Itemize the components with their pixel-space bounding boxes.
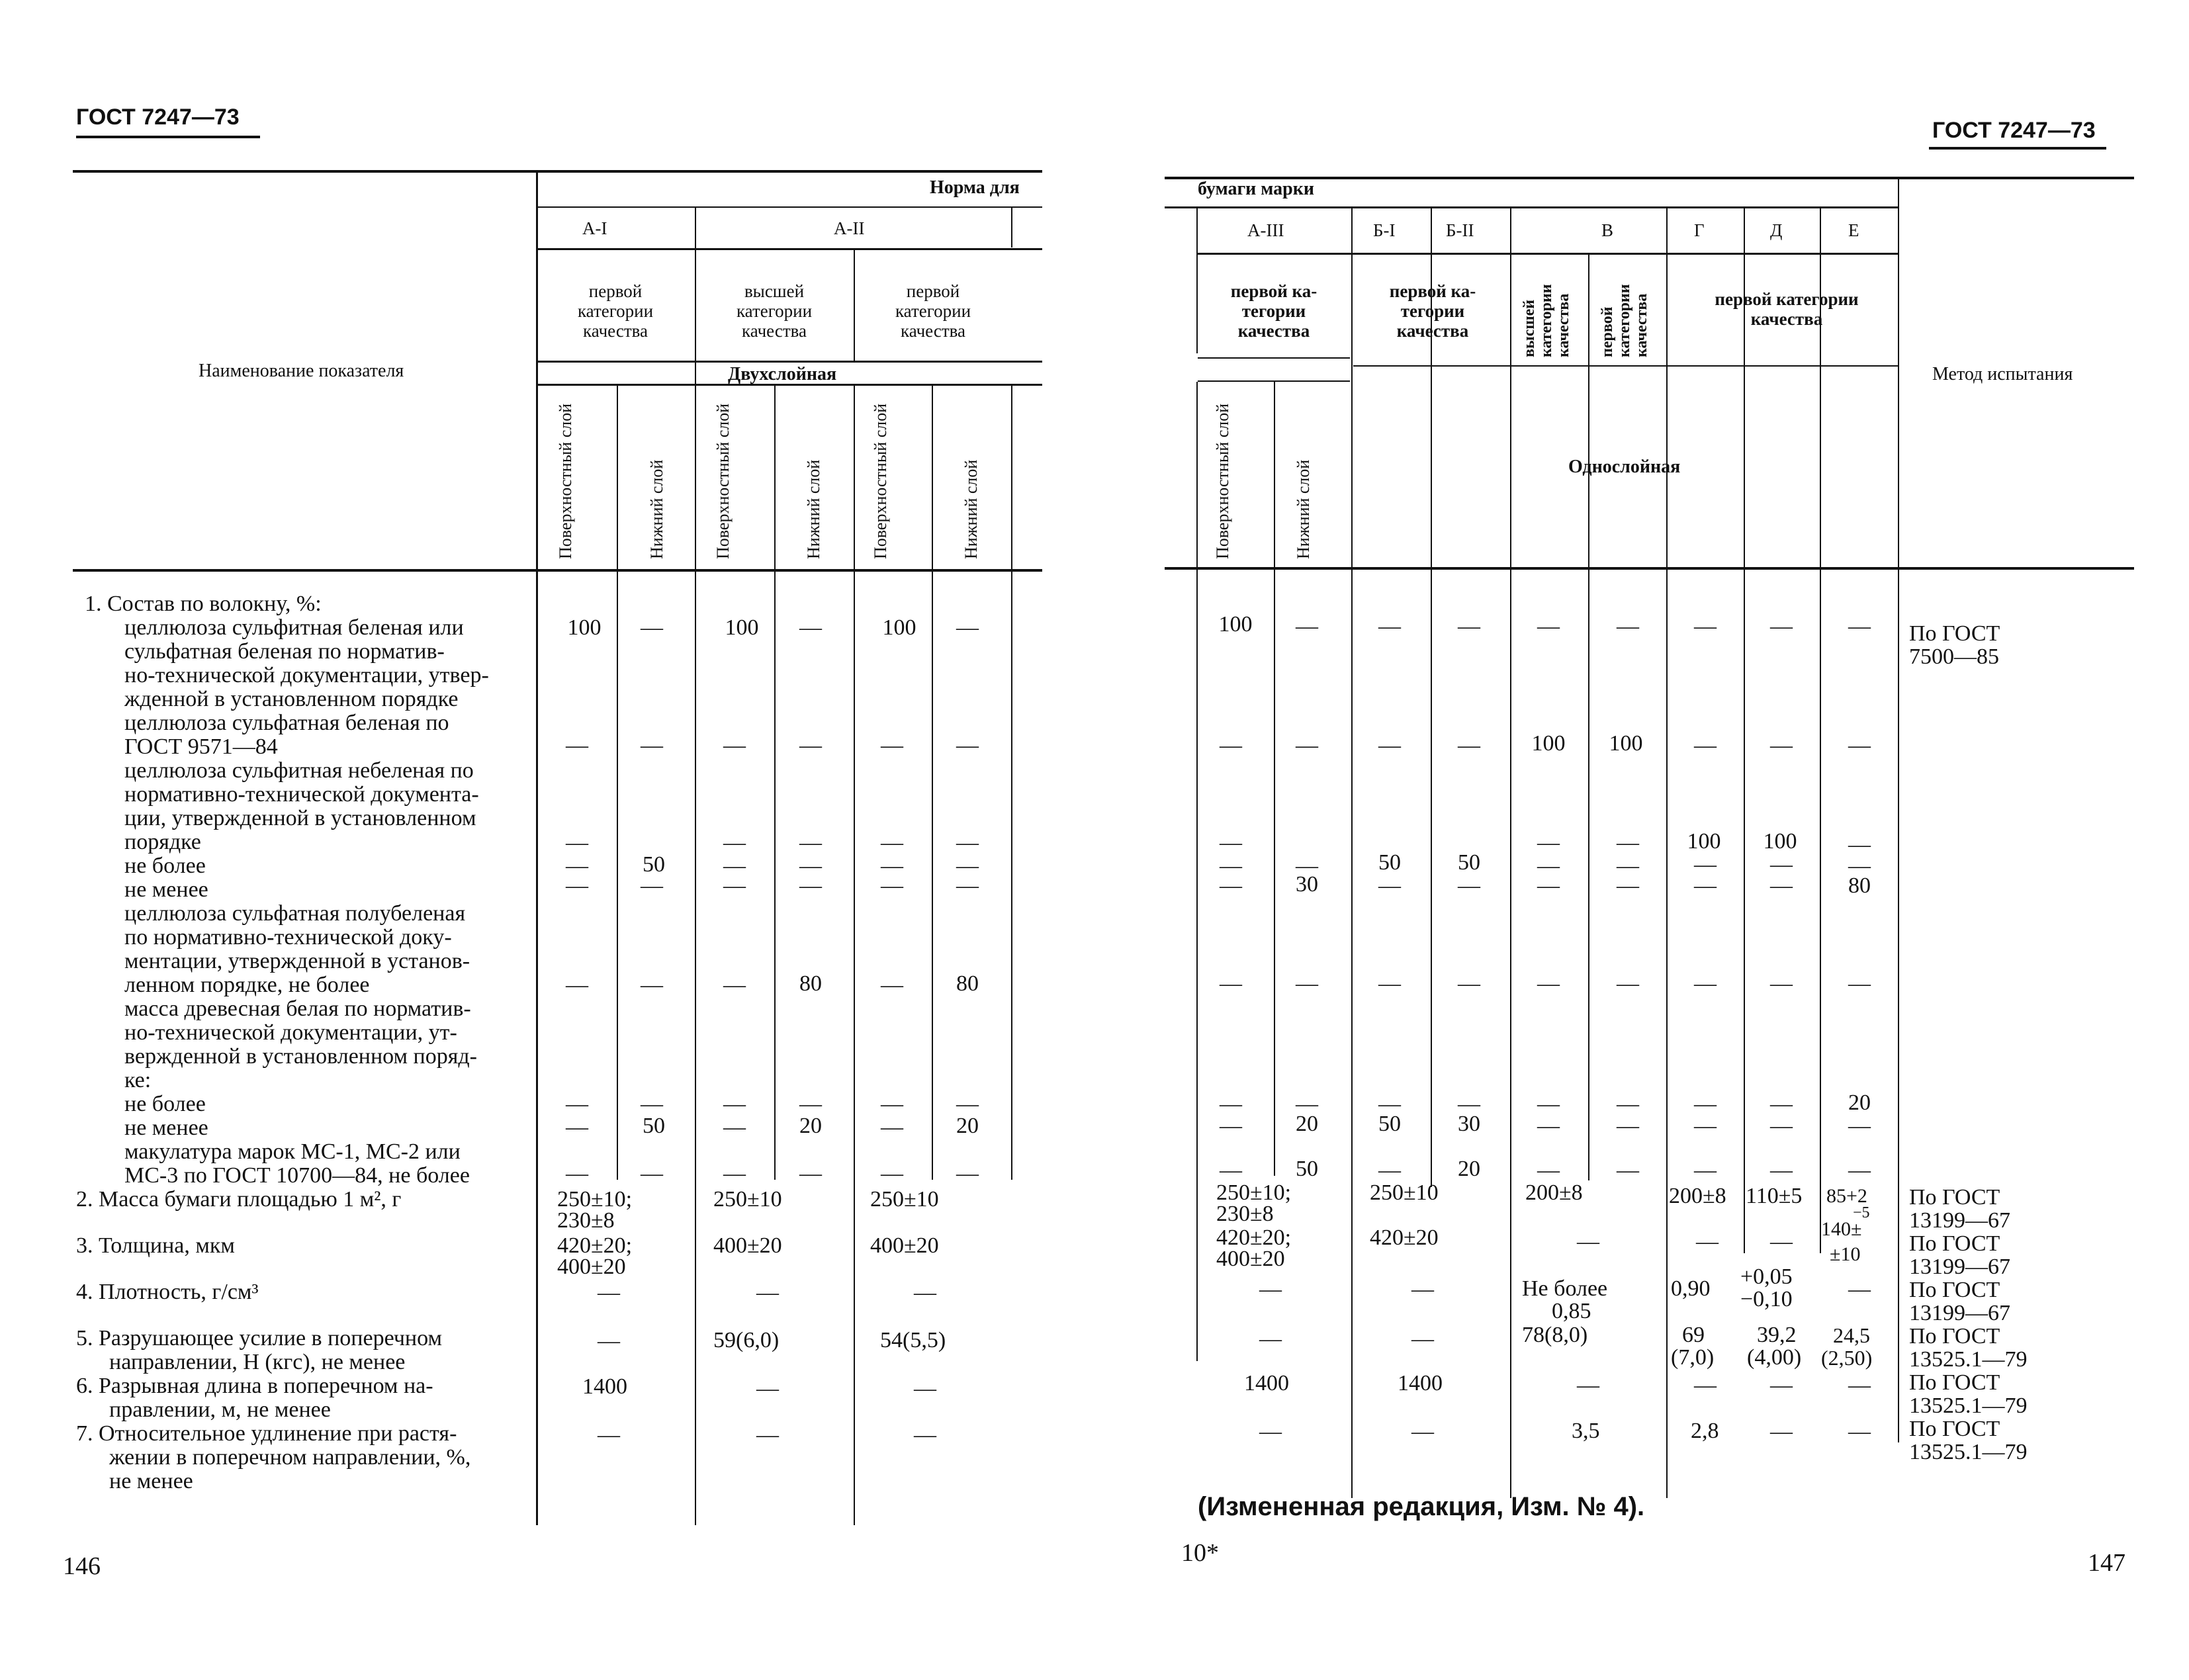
cell: 250±10	[713, 1187, 782, 1212]
cell: —	[641, 733, 663, 758]
cell: 50	[1378, 1112, 1401, 1136]
cell: —	[956, 854, 979, 878]
cell: —	[1770, 733, 1793, 758]
header-left-rule	[76, 136, 260, 138]
cell: —	[1770, 614, 1793, 639]
cell: —	[566, 1092, 588, 1116]
cell: 20	[1296, 1112, 1318, 1136]
cell: 1400	[1398, 1371, 1443, 1395]
cell: —	[799, 733, 822, 758]
cell: —	[566, 830, 588, 855]
cell: —	[1848, 614, 1871, 639]
mark-a1: А-I	[582, 218, 607, 238]
cell: 100	[882, 615, 916, 640]
cell: —	[598, 1280, 620, 1305]
row-text-8: нормативно-технической документа-	[124, 782, 479, 807]
cell: 3,5	[1572, 1419, 1600, 1443]
cell: 59(6,0)	[713, 1328, 780, 1352]
cell: —	[1694, 852, 1717, 877]
cell: 30	[1458, 1112, 1480, 1136]
cell: —	[1537, 1158, 1560, 1182]
cell: 420±20	[1370, 1225, 1439, 1250]
cell: —	[1617, 1114, 1639, 1138]
v-high-cat: высшей категории качества	[1521, 284, 1572, 357]
cell: 78(8,0)	[1522, 1323, 1588, 1347]
cell: 20	[1458, 1157, 1480, 1181]
cell: —	[1537, 614, 1560, 639]
method-line: 13199—67	[1909, 1301, 2010, 1325]
cell: —	[956, 873, 979, 898]
a2f-bottom: Нижний слой	[961, 459, 981, 559]
cell: —	[1848, 1158, 1871, 1182]
cell: 54(5,5)	[880, 1328, 946, 1352]
row-text-1: целлюлоза сульфитная беленая или	[124, 615, 464, 640]
cell: 420±20;	[557, 1233, 633, 1258]
cell: —	[1617, 614, 1639, 639]
cell: —	[914, 1280, 936, 1305]
cell: 80	[1848, 873, 1871, 898]
cell: —	[1411, 1327, 1434, 1351]
cell: 100	[725, 615, 759, 640]
cell: —	[1296, 854, 1318, 878]
cell: —	[1848, 832, 1871, 857]
cell: —	[1537, 830, 1560, 855]
cell: —	[1259, 1327, 1282, 1351]
a2h-surface: Поверхностный слой	[713, 403, 733, 559]
cell: 1400	[1244, 1371, 1289, 1395]
cell: —	[1220, 971, 1242, 996]
cell: —	[1577, 1229, 1599, 1254]
cell: 50	[643, 1114, 665, 1138]
cell: 50	[643, 852, 665, 877]
cell: —	[1770, 1419, 1793, 1444]
cell: —	[1458, 1092, 1480, 1116]
cell: —	[641, 973, 663, 997]
cell: 20	[956, 1114, 979, 1138]
cell: —	[1259, 1419, 1282, 1444]
cell: —	[1694, 1114, 1717, 1138]
cell: —	[1537, 854, 1560, 878]
cell: —	[881, 1115, 903, 1139]
cell: —	[723, 973, 746, 997]
cell: —	[881, 854, 903, 878]
row-text-9: ции, утвержденной в установленном	[124, 806, 476, 830]
mark-a2: А-II	[834, 218, 865, 238]
cell: —	[1848, 733, 1871, 758]
cell: —	[756, 1423, 779, 1447]
cat-a2-first: первой категории качества	[895, 281, 971, 341]
cell: 0,90	[1671, 1276, 1711, 1301]
cell: —	[1848, 1419, 1871, 1444]
row-text-2: сульфатная беленая по норматив-	[124, 639, 445, 664]
cell: 69	[1682, 1323, 1705, 1347]
cell: —	[1617, 854, 1639, 878]
row-text-0: 1. Состав по волокну, %:	[85, 592, 322, 616]
cell: —	[1694, 1092, 1717, 1116]
cell: —	[566, 1115, 588, 1139]
cell: —	[1458, 733, 1480, 758]
cell: —	[1411, 1419, 1434, 1444]
mark-b1: Б-I	[1373, 220, 1396, 240]
cell: —	[1694, 971, 1717, 996]
cell: —	[799, 873, 822, 898]
cell: −5	[1853, 1204, 1870, 1221]
cell: 200±8	[1525, 1180, 1583, 1205]
page-number-left: 146	[63, 1552, 101, 1580]
cell: 50	[1296, 1157, 1318, 1181]
method-line: По ГОСТ	[1909, 1231, 2000, 1256]
a2h-bottom: Нижний слой	[804, 459, 823, 559]
cell: —	[914, 1423, 936, 1447]
row-text-26: 3. Толщина, мкм	[76, 1233, 235, 1258]
mark-a3: А-III	[1247, 220, 1284, 240]
page-number-mid: 10*	[1181, 1539, 1219, 1567]
cell: 400±20	[1216, 1247, 1285, 1271]
cell: —	[1220, 733, 1242, 758]
cell: —	[756, 1376, 779, 1401]
cell: 140±	[1821, 1218, 1862, 1240]
cell: —	[1458, 873, 1480, 898]
cell: 100	[567, 615, 602, 640]
row-text-19: вержденной в установленном поряд-	[124, 1044, 477, 1069]
mark-v: В	[1601, 220, 1614, 240]
cell: (7,0)	[1671, 1345, 1715, 1370]
cell: 0,85	[1552, 1299, 1591, 1323]
norma-label: Норма для	[930, 177, 1020, 198]
row-text-30: 6. Разрывная длина в поперечном на-	[76, 1374, 433, 1398]
cat-b: первой ка- тегории качества	[1389, 281, 1476, 341]
cell: 230±8	[1216, 1202, 1274, 1226]
cell: 100	[1218, 612, 1253, 637]
cell: —	[1220, 830, 1242, 855]
a2f-surface: Поверхностный слой	[871, 403, 890, 559]
cell: —	[566, 854, 588, 878]
cell: —	[1694, 873, 1717, 898]
cell: 20	[799, 1114, 822, 1138]
row-text-13: целлюлоза сульфатная полубеленая	[124, 901, 466, 926]
method-line: 13525.1—79	[1909, 1347, 2028, 1372]
cell: —	[881, 1092, 903, 1116]
a3-surface: Поверхностный слой	[1213, 403, 1232, 559]
cell: 250±10;	[557, 1187, 633, 1212]
cell: 400±20	[870, 1233, 939, 1258]
cell: 100	[1609, 731, 1643, 756]
row-text-10: порядке	[124, 830, 201, 854]
cell: —	[881, 733, 903, 758]
cell: —	[881, 973, 903, 997]
cell: —	[799, 1161, 822, 1186]
cell: 100	[1763, 829, 1797, 854]
v-first-cat: первой категории качества	[1599, 284, 1650, 357]
cell: —	[799, 615, 822, 640]
row-text-6: ГОСТ 9571—84	[124, 734, 278, 759]
method-line: По ГОСТ	[1909, 1185, 2000, 1210]
cat-gde: первой категории качества	[1715, 289, 1859, 329]
cell: —	[1537, 971, 1560, 996]
row-text-12: не менее	[124, 877, 208, 902]
cell: —	[1770, 1092, 1793, 1116]
header-right: ГОСТ 7247—73	[1932, 118, 2096, 143]
cell: —	[881, 1161, 903, 1186]
cell: 400±20	[557, 1255, 626, 1279]
cell: —	[641, 873, 663, 898]
cell: —	[1696, 1229, 1719, 1254]
cell: —	[1694, 1373, 1717, 1397]
cell: (4,00)	[1747, 1345, 1802, 1370]
cell: —	[1458, 971, 1480, 996]
cell: 230±8	[557, 1208, 615, 1233]
cell: 20	[1848, 1090, 1871, 1115]
cell: —	[1694, 614, 1717, 639]
cell: 250±10	[1370, 1180, 1439, 1205]
cell: 30	[1296, 872, 1318, 897]
cell: —	[1259, 1277, 1282, 1302]
cell: —	[641, 1092, 663, 1116]
cell: 2,8	[1691, 1419, 1719, 1443]
cell: —	[1617, 971, 1639, 996]
cell: —	[1770, 1114, 1793, 1138]
row-text-15: ментации, утвержденной в установ-	[124, 949, 470, 973]
row-text-21: не более	[124, 1092, 206, 1116]
cell: —	[1770, 1229, 1793, 1254]
cell: —	[1617, 873, 1639, 898]
cell: —	[956, 1161, 979, 1186]
row-text-20: ке:	[124, 1068, 152, 1092]
cell: —	[799, 830, 822, 855]
cell: —	[1378, 614, 1401, 639]
cell: —	[956, 830, 979, 855]
cell: —	[1378, 1092, 1401, 1116]
cell: —	[1296, 971, 1318, 996]
cell: —	[723, 733, 746, 758]
cat-a3: первой ка- тегории качества	[1230, 281, 1318, 341]
cell: —	[1848, 1373, 1871, 1397]
cell: —	[1770, 971, 1793, 996]
cell: —	[1617, 830, 1639, 855]
cell: —	[799, 1092, 822, 1116]
mark-d: Д	[1770, 220, 1783, 240]
cell: —	[1378, 733, 1401, 758]
row-text-16: ленном порядке, не более	[124, 973, 370, 997]
method-line: 13525.1—79	[1909, 1393, 2028, 1418]
cell: —	[566, 873, 588, 898]
row-text-18: но-технической документации, ут-	[124, 1020, 457, 1045]
cell: —	[566, 733, 588, 758]
cell: +0,05	[1740, 1264, 1793, 1289]
row-text-33: жении в поперечном направлении, %,	[109, 1445, 471, 1470]
a1-surface: Поверхностный слой	[556, 403, 575, 559]
cell: —	[641, 1161, 663, 1186]
cell: 100	[1531, 731, 1566, 756]
cell: —	[1770, 1158, 1793, 1182]
row-text-32: 7. Относительное удлинение при растя-	[76, 1421, 457, 1446]
cell: —	[1694, 1158, 1717, 1182]
row-text-5: целлюлоза сульфатная беленая по	[124, 711, 449, 735]
cell: —	[723, 1115, 746, 1139]
cell: —	[1378, 971, 1401, 996]
cell: —	[914, 1376, 936, 1401]
cell: —	[723, 873, 746, 898]
cell: —	[1220, 873, 1242, 898]
cell: —	[1296, 614, 1318, 639]
cell: —	[1537, 1114, 1560, 1138]
a1-bottom: Нижний слой	[647, 459, 666, 559]
cell: —	[1694, 733, 1717, 758]
cell: 39,2	[1757, 1323, 1797, 1347]
cell: —	[1537, 1092, 1560, 1116]
page-number-right: 147	[2088, 1549, 2125, 1577]
cell: —	[598, 1423, 620, 1447]
amendment-note: (Измененная редакция, Изм. № 4).	[1198, 1492, 1645, 1521]
row-text-17: масса древесная белая по норматив-	[124, 996, 471, 1021]
cell: 85+2	[1826, 1185, 1867, 1207]
cell: —	[956, 1092, 979, 1116]
norma-cont-label: бумаги марки	[1198, 179, 1315, 199]
method-line: 13199—67	[1909, 1208, 2010, 1233]
cell: —	[756, 1280, 779, 1305]
cell: —	[1220, 1158, 1242, 1182]
mark-g: Г	[1694, 220, 1705, 240]
cell: —	[1770, 1373, 1793, 1397]
cell: —	[1220, 1114, 1242, 1138]
row-text-3: но-технической документации, утвер-	[124, 663, 489, 687]
cell: —	[1537, 873, 1560, 898]
row-text-31: правлении, м, не менее	[109, 1397, 331, 1422]
mark-e: Е	[1848, 220, 1859, 240]
cell: (2,50)	[1821, 1346, 1873, 1370]
method-line: По ГОСТ	[1909, 621, 2000, 646]
a3-bottom: Нижний слой	[1294, 459, 1313, 559]
cell: 200±8	[1669, 1184, 1726, 1208]
method-line: 13525.1—79	[1909, 1440, 2028, 1464]
cell: —	[1848, 1277, 1871, 1302]
cell: —	[1770, 873, 1793, 898]
header-right-rule	[1929, 147, 2106, 150]
cell: 50	[1458, 850, 1480, 875]
cat-a2-high: высшей категории качества	[736, 281, 813, 341]
cell: —	[956, 733, 979, 758]
cell: 1400	[582, 1374, 627, 1399]
cell: —	[566, 973, 588, 997]
header-left: ГОСТ 7247—73	[76, 105, 240, 130]
row-text-29: направлении, Н (кгс), не менее	[109, 1350, 406, 1374]
cell: —	[723, 830, 746, 855]
indicator-header: Наименование показателя	[199, 361, 404, 381]
cell: —	[598, 1329, 620, 1353]
cell: —	[1296, 733, 1318, 758]
row-text-23: макулатура марок МС-1, МС-2 или	[124, 1139, 461, 1164]
cell: —	[1296, 1092, 1318, 1116]
one-layer-label: Однослойная	[1568, 457, 1681, 477]
row-text-11: не более	[124, 854, 206, 878]
cell: Не более	[1522, 1276, 1608, 1301]
cell: 400±20	[713, 1233, 782, 1258]
row-text-24: МС-3 по ГОСТ 10700—84, не более	[124, 1163, 470, 1188]
row-text-25: 2. Масса бумаги площадью 1 м², г	[76, 1187, 402, 1212]
cell: —	[1220, 1092, 1242, 1116]
cell: —	[641, 615, 663, 640]
row-text-7: целлюлоза сульфитная небеленая по	[124, 758, 474, 783]
cell: —	[881, 873, 903, 898]
row-text-27: 4. Плотность, г/см³	[76, 1280, 259, 1304]
cell: —	[799, 854, 822, 878]
cell: —	[881, 830, 903, 855]
cell: —	[1378, 873, 1401, 898]
cell: —	[1411, 1277, 1434, 1302]
cell: 250±10;	[1216, 1180, 1292, 1205]
row-text-28: 5. Разрушающее усилие в поперечном	[76, 1326, 442, 1350]
cell: —	[1770, 852, 1793, 877]
cell: —	[1458, 614, 1480, 639]
row-text-14: по нормативно-технической доку-	[124, 925, 452, 950]
cell: 80	[956, 971, 979, 996]
row-text-34: не менее	[109, 1469, 193, 1493]
cell: —	[1617, 1158, 1639, 1182]
method-line: 7500—85	[1909, 644, 1999, 669]
method-line: 13199—67	[1909, 1255, 2010, 1279]
two-layer-label: Двухслойная	[728, 364, 837, 384]
cell: —	[566, 1161, 588, 1186]
cell: 420±20;	[1216, 1225, 1292, 1250]
cell: 50	[1378, 850, 1401, 875]
method-line: По ГОСТ	[1909, 1278, 2000, 1302]
cell: —	[1577, 1373, 1599, 1397]
mark-b2: Б-II	[1446, 220, 1474, 240]
cell: —	[1617, 1092, 1639, 1116]
cell: —	[1220, 854, 1242, 878]
method-line: По ГОСТ	[1909, 1324, 2000, 1348]
cell: 100	[1687, 829, 1721, 854]
cell: —	[1378, 1158, 1401, 1182]
cell: —	[1848, 854, 1871, 878]
cell: —	[956, 615, 979, 640]
cell: —	[1848, 971, 1871, 996]
cell: —	[1848, 1114, 1871, 1138]
cell: 250±10	[870, 1187, 939, 1212]
cell: —	[723, 1092, 746, 1116]
cat-a1: первой категории качества	[577, 281, 654, 341]
row-text-22: не менее	[124, 1116, 208, 1140]
cell: 110±5	[1746, 1184, 1803, 1208]
cell: 80	[799, 971, 822, 996]
method-header: Метод испытания	[1932, 364, 2073, 384]
method-line: По ГОСТ	[1909, 1370, 2000, 1395]
cell: −0,10	[1740, 1287, 1793, 1311]
cell: ±10	[1830, 1243, 1861, 1265]
row-text-4: жденной в установленном порядке	[124, 687, 459, 711]
method-line: По ГОСТ	[1909, 1417, 2000, 1441]
cell: 24,5	[1833, 1323, 1870, 1347]
cell: —	[723, 854, 746, 878]
cell: —	[723, 1161, 746, 1186]
